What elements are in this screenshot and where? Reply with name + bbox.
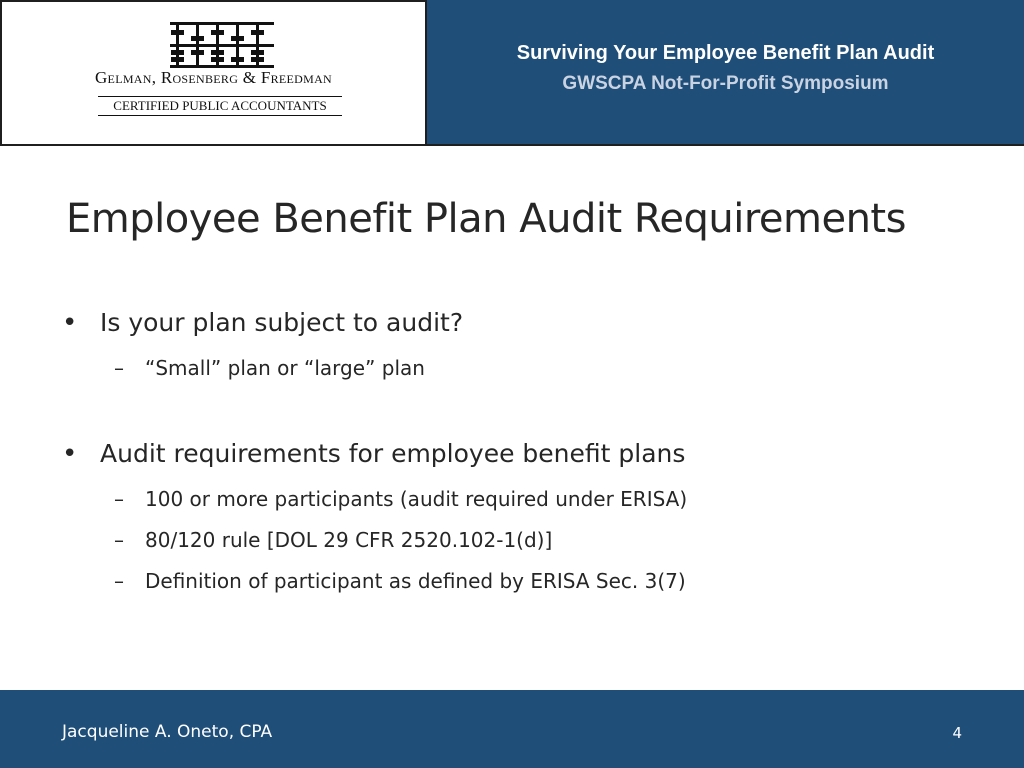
event-subtitle: GWSCPA Not-For-Profit Symposium (562, 73, 889, 94)
abacus-logo-icon (170, 22, 274, 68)
firm-rule-top (98, 96, 342, 97)
page-number: 4 (952, 724, 962, 742)
sub-bullet-text: 80/120 rule [DOL 29 CFR 2520.102-1(d)] (145, 528, 553, 552)
sub-bullet-marker: – (114, 356, 124, 380)
sub-bullet-marker: – (114, 528, 124, 552)
bullet-marker: • (62, 439, 78, 469)
bullet-marker: • (62, 308, 78, 338)
slide-header (0, 0, 1024, 146)
header-title-panel (427, 0, 1024, 146)
presenter-name: Jacqueline A. Oneto, CPA (62, 722, 273, 742)
sub-bullet-text: Definition of participant as defined by ERISA Sec. 3(7) (145, 569, 686, 593)
firm-name: Gelman, Rosenberg & Freedman (94, 68, 333, 87)
sub-bullet-text: 100 or more participants (audit required under ERISA) (145, 487, 688, 511)
firm-subtitle: CERTIFIED PUBLIC ACCOUNTANTS (113, 98, 327, 113)
slide-title: Employee Benefit Plan Audit Requirements (66, 196, 906, 242)
bullet-text: Is your plan subject to audit? (100, 308, 464, 337)
bullet-text: Audit requirements for employee benefit plans (100, 439, 686, 468)
slide-footer (0, 690, 1024, 768)
sub-bullet-marker: – (114, 569, 124, 593)
firm-rule-bottom (98, 115, 342, 116)
sub-bullet-marker: – (114, 487, 124, 511)
firm-logo (0, 0, 427, 146)
presentation-title: Surviving Your Employee Benefit Plan Audit (516, 42, 935, 64)
sub-bullet-text: “Small” plan or “large” plan (145, 356, 425, 380)
